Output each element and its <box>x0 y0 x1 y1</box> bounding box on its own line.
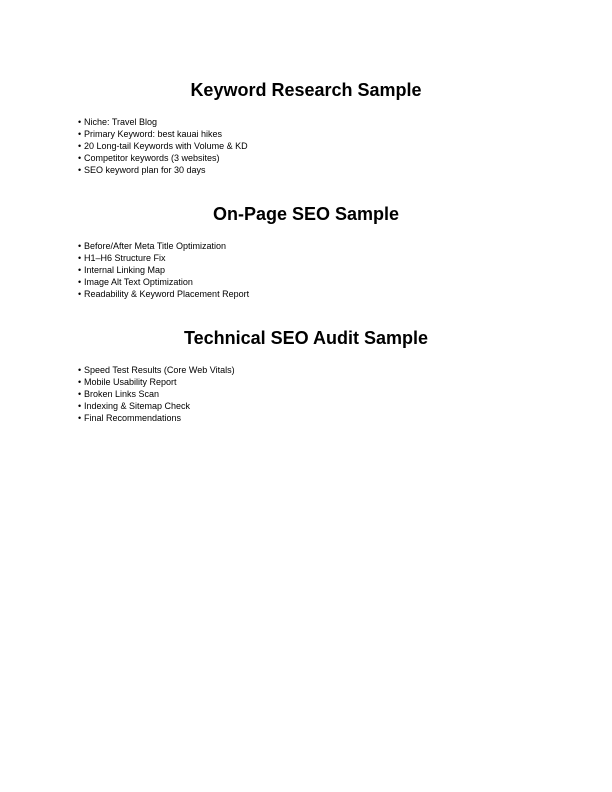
bullet-icon: • <box>78 165 82 175</box>
list-item <box>78 152 248 164</box>
bullet-icon: • <box>78 141 82 151</box>
list-item-text: Primary Keyword: best kauai hikes <box>84 129 223 139</box>
list-item-text: 20 Long-tail Keywords with Volume & KD <box>84 141 248 151</box>
list-item-text: Niche: Travel Blog <box>84 117 158 127</box>
list-item <box>78 376 235 388</box>
list-item-text: Competitor keywords (3 websites) <box>84 153 220 163</box>
list-item-text: Broken Links Scan <box>84 389 160 399</box>
bullet-icon: • <box>78 289 82 299</box>
bullet-list <box>78 240 249 300</box>
list-item <box>78 140 248 152</box>
list-item-text: Image Alt Text Optimization <box>84 277 193 287</box>
list-item <box>78 276 249 288</box>
list-item-text: Speed Test Results (Core Web Vitals) <box>84 365 235 375</box>
bullet-icon: • <box>78 153 82 163</box>
bullet-icon: • <box>78 265 82 275</box>
section-title: Technical SEO Audit Sample <box>183 328 429 348</box>
bullet-icon: • <box>78 389 82 399</box>
bullet-list <box>78 116 248 176</box>
list-item <box>78 364 235 376</box>
bullet-icon: • <box>78 129 82 139</box>
list-item <box>78 412 235 424</box>
section-technical-seo-audit <box>0 327 612 423</box>
section-title: Keyword Research Sample <box>190 80 422 100</box>
bullet-icon: • <box>78 377 82 387</box>
list-item <box>78 388 235 400</box>
bullet-icon: • <box>78 253 82 263</box>
bullet-list <box>78 364 235 424</box>
list-item-text: SEO keyword plan for 30 days <box>84 165 206 175</box>
bullet-icon: • <box>78 117 82 127</box>
list-item-text: Readability & Keyword Placement Report <box>84 289 250 299</box>
bullet-icon: • <box>78 413 82 423</box>
list-item <box>78 164 248 176</box>
list-item-text: Indexing & Sitemap Check <box>84 401 191 411</box>
bullet-icon: • <box>78 365 82 375</box>
list-item-text: Internal Linking Map <box>84 265 166 275</box>
bullet-icon: • <box>78 277 82 287</box>
section-keyword-research <box>0 79 612 175</box>
list-item <box>78 288 249 300</box>
list-item <box>78 116 248 128</box>
list-item-text: Final Recommendations <box>84 413 182 423</box>
bullet-icon: • <box>78 401 82 411</box>
list-item <box>78 400 235 412</box>
list-item-text: Before/After Meta Title Optimization <box>84 241 227 251</box>
list-item <box>78 240 249 252</box>
section-title: On-Page SEO Sample <box>212 204 400 224</box>
bullet-icon: • <box>78 241 82 251</box>
list-item-text: H1–H6 Structure Fix <box>84 253 166 263</box>
list-item-text: Mobile Usability Report <box>84 377 177 387</box>
section-on-page-seo <box>0 203 612 299</box>
list-item <box>78 128 248 140</box>
list-item <box>78 264 249 276</box>
list-item <box>78 252 249 264</box>
